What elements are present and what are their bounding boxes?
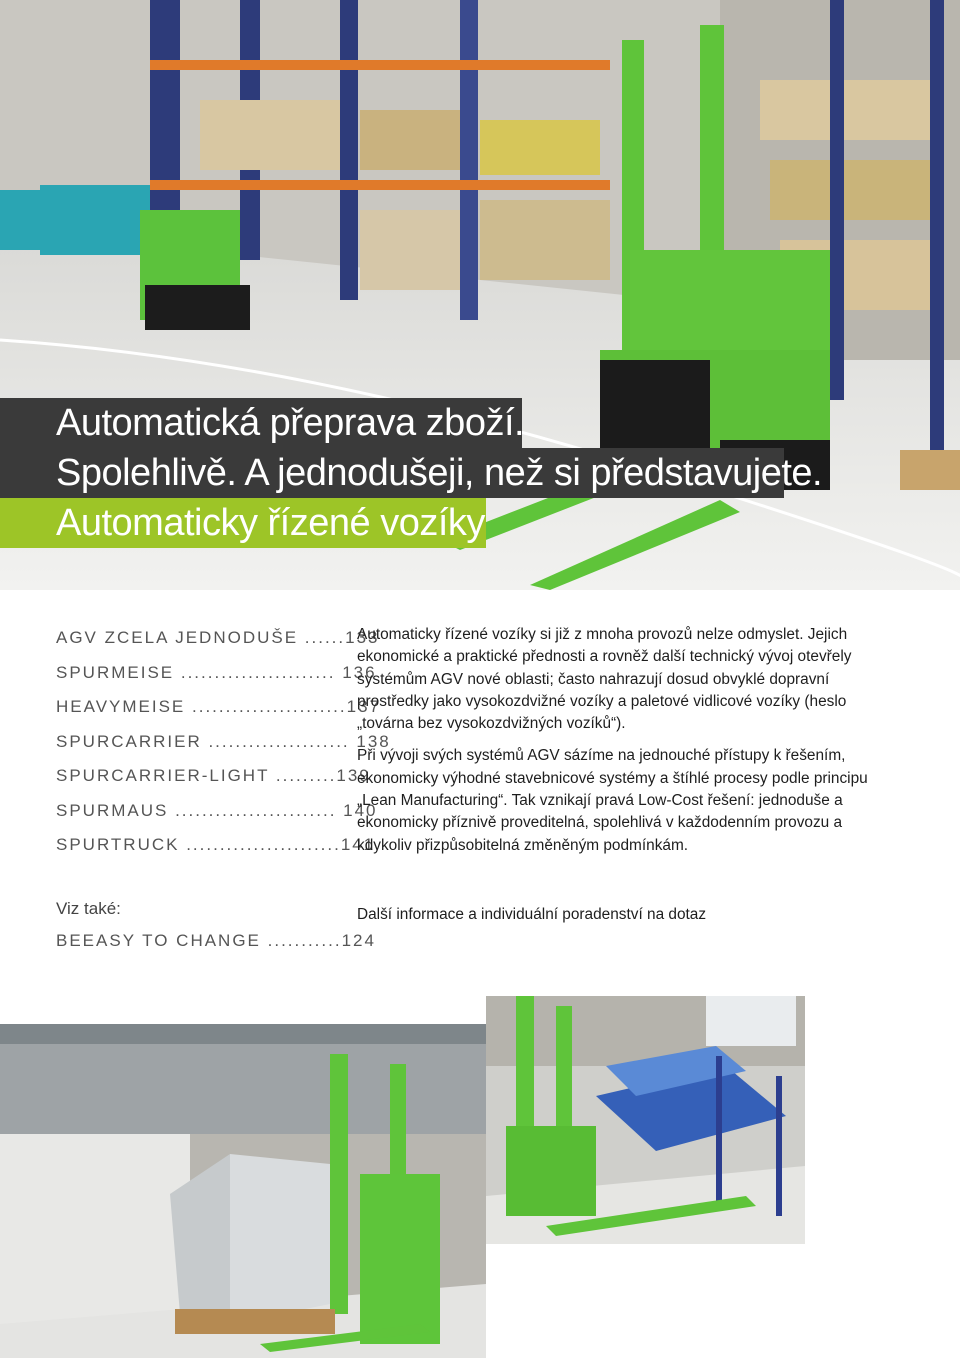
paragraph-approach: Při vývoji svých systémů AGV sázíme na jednouché přístupy k řešením, ekonomicky výhodné stavebnicové systémy a štíhlé procesy podle principu „Lean Manufacturing“. Tak vznikají pravá Low-Cost řešení: jednoduše a ekonomicky příznivě proveditelná, spolehlivá v každodenním provozu a kdykoliv přizpůsobitelná změněným podmínkám. (357, 747, 868, 854)
index-item[interactable]: SPURMAUS ........................ 140 (56, 800, 378, 820)
photo-agv-with-conveyor (486, 996, 805, 1244)
index-item[interactable]: SPURMEISE ....................... 136 (56, 662, 377, 682)
title-line-3: Automaticky řízené vozíky (0, 498, 486, 548)
paragraph-intro: Automaticky řízené vozíky si již z mnoha provozů nelze odmyslet. Jejich ekonomické a praktické přednosti a rovněž další technický vývoj otevřely systémům AGV nové oblasti; často nahrazují dosud obvyklé dopravní prostředky jako vysokozdvižné vozíky a paletové vidlicové vozíky (heslo „továrna bez vysokozdvižných vozíků“). (357, 626, 852, 733)
body-text (357, 624, 877, 867)
index-item[interactable]: HEAVYMEISE .......................137 (56, 697, 381, 716)
see-also-item[interactable]: BEEASY TO CHANGE ...........124 (56, 931, 376, 950)
title-line-2: Spolehlivě. A jednodušeji, než si představujete. (0, 448, 784, 498)
index-item[interactable]: AGV ZCELA JEDNODUŠE ......133 (56, 628, 380, 647)
index-item[interactable]: SPURCARRIER ..................... 138 (56, 731, 391, 751)
title-line-1: Automatická přeprava zboží. (0, 398, 522, 448)
more-info-note: Další informace a individuální poradenství na dotaz (357, 906, 707, 923)
index-item[interactable]: SPURTRUCK .......................141 (56, 835, 376, 854)
see-also-label: Viz také: (56, 899, 121, 918)
index-item[interactable]: SPURCARRIER-LIGHT .........139 (56, 766, 371, 785)
product-index (56, 626, 391, 868)
photo-agv-with-pallet (0, 1024, 486, 1358)
